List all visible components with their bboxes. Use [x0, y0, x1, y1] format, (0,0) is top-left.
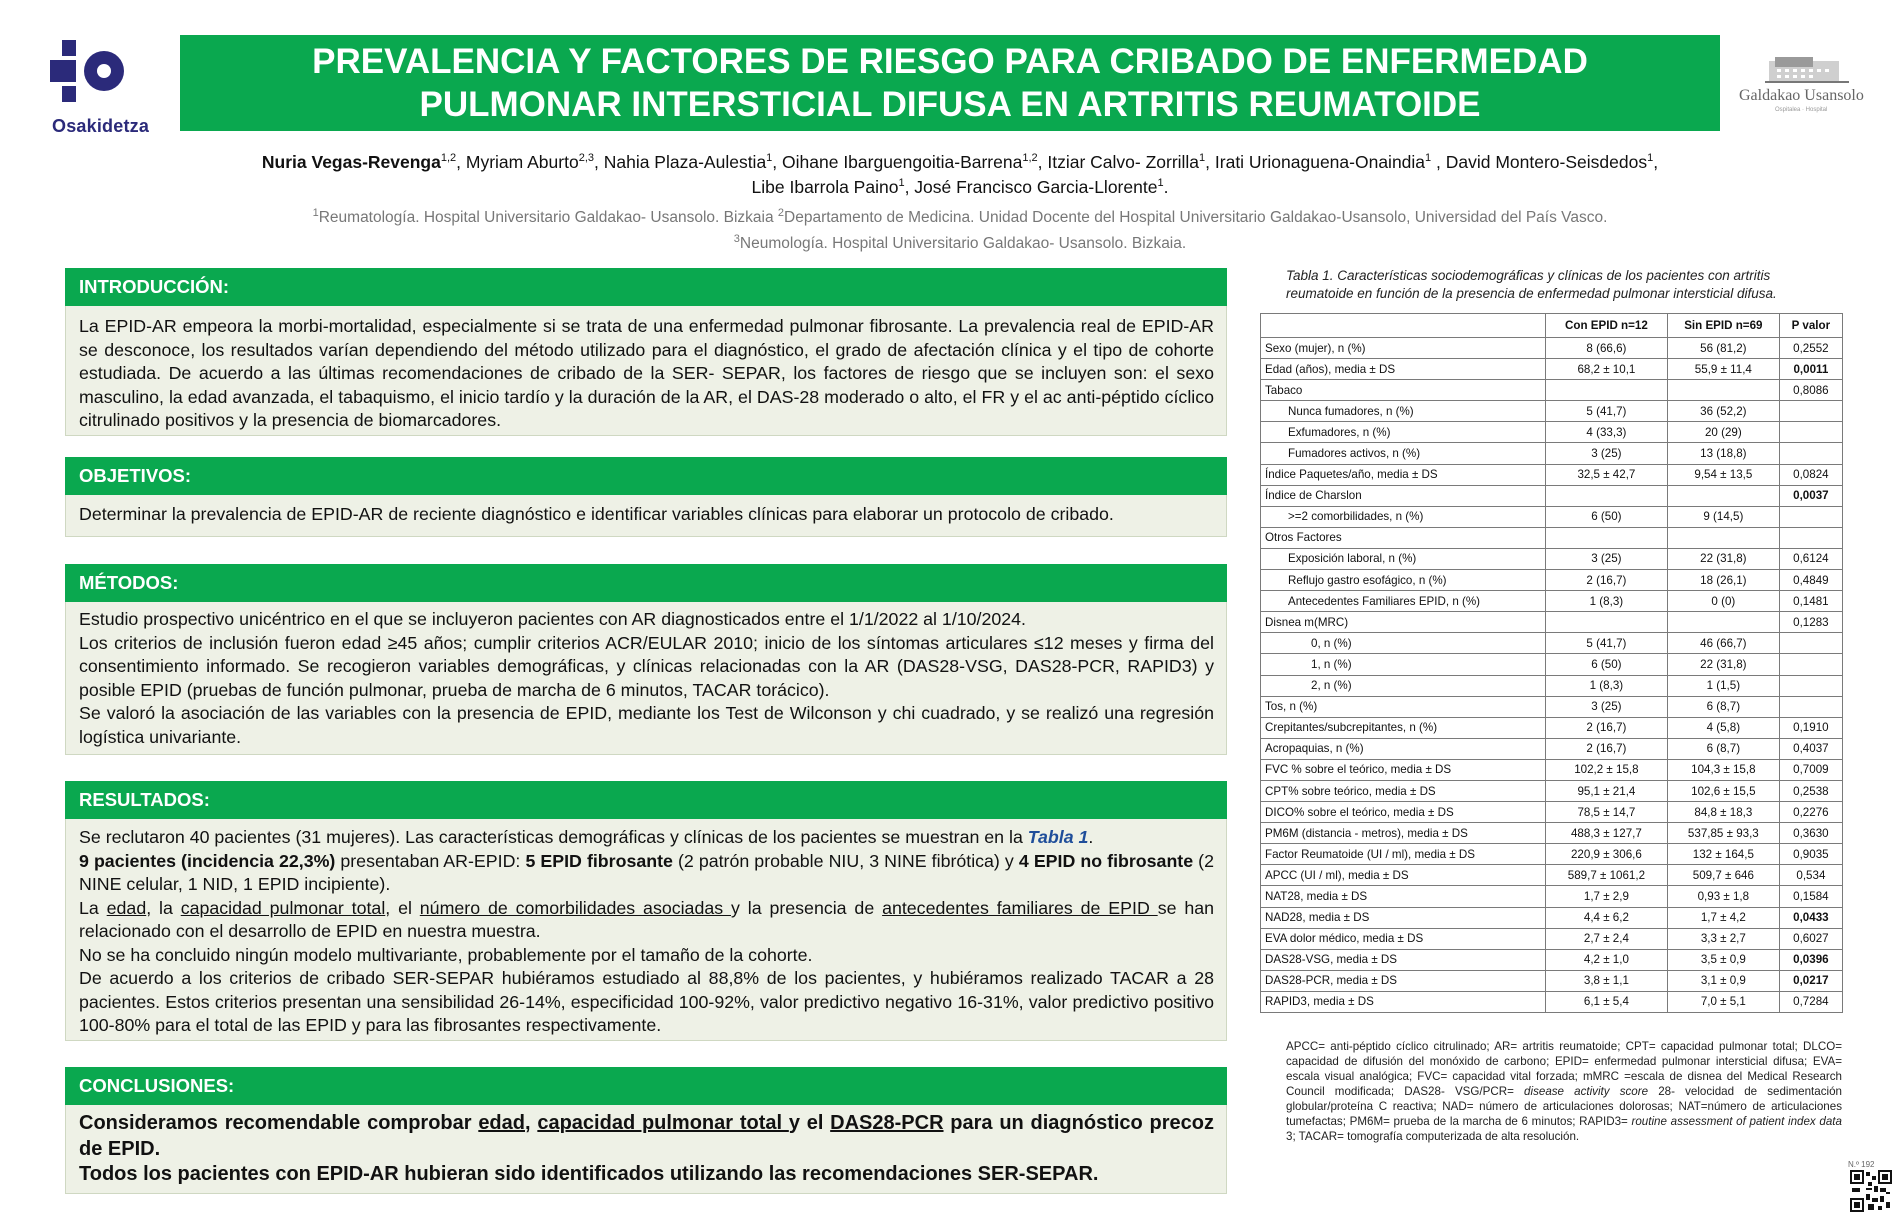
author-sup: 1 — [1647, 152, 1654, 165]
table-cell-label: CPT% sobre teórico, media ± DS — [1261, 780, 1546, 801]
table-cell-label: Edad (años), media ± DS — [1261, 359, 1546, 380]
abbrev-text: 28- velocidad de sedimentación globular/proteína C reactiva; NAD= número de articulaciones dolorosas; NAT=número de articulaciones tumefactas; PM6M= prueba de la marcha de 6 minutos; RAPID3= — [1286, 1085, 1842, 1128]
resultados-p2 — [79, 850, 1214, 897]
table-row — [1261, 338, 1843, 359]
tabla-1-link[interactable]: Tabla 1 — [1027, 827, 1089, 847]
conclusion-line-1 — [79, 1111, 1214, 1162]
table-row — [1261, 738, 1843, 759]
table-cell-label: Índice Paquetes/año, media ± DS — [1261, 464, 1546, 485]
table-cell-label: EVA dolor médico, media ± DS — [1261, 928, 1546, 949]
table-cell-sin-epid: 9 (14,5) — [1667, 506, 1779, 527]
table-cell-sin-epid: 0,93 ± 1,8 — [1667, 886, 1779, 907]
abbreviations-note — [1286, 1039, 1842, 1144]
table-cell-p-value — [1779, 633, 1842, 654]
table-cell-p-value: 0,3630 — [1779, 823, 1842, 844]
author-6: , Irati Urionaguena-Onaindia — [1205, 152, 1426, 172]
table-row — [1261, 401, 1843, 422]
table-cell-label: Factor Reumatoide (UI / ml), media ± DS — [1261, 844, 1546, 865]
table-cell-label: NAD28, media ± DS — [1261, 907, 1546, 928]
resultados-text: (2 patrón probable NIU, 3 NINE fibrótica) y — [672, 850, 1019, 871]
table-row — [1261, 675, 1843, 696]
resultados-p5: De acuerdo a los criterios de cribado SER-SEPAR hubiéramos estudiado al 88,8% de los pacientes, y hubiéramos realizado TACAR a 28 pacientes. Estos criterios presentan una sensibilidad 26-14%, especificidad 100-92%, valor predictivo negativo 16-31%, valor predictivo positivo 100-80% para el total de las EPID y para las fibrosantes respectivamente. — [79, 968, 1214, 1035]
table-cell-con-epid: 6,1 ± 5,4 — [1545, 991, 1667, 1012]
table-cell-sin-epid: 36 (52,2) — [1667, 401, 1779, 422]
table-cell-p-value — [1779, 422, 1842, 443]
abbrev-italic: routine assessment of patient index data — [1631, 1115, 1842, 1128]
affiliation-3: Neumología. Hospital Universitario Galdakao- Usansolo. Bizkaia. — [739, 235, 1187, 252]
table-cell-sin-epid: 6 (8,7) — [1667, 738, 1779, 759]
table-cell-sin-epid: 102,6 ± 15,5 — [1667, 780, 1779, 801]
table-cell-con-epid: 68,2 ± 10,1 — [1545, 359, 1667, 380]
resultados-p3 — [79, 897, 1214, 944]
metodos-heading: MÉTODOS: — [65, 564, 1227, 602]
author-5: , Itziar Calvo- Zorrilla — [1037, 152, 1200, 172]
table-cell-p-value: 0,534 — [1779, 865, 1842, 886]
table-cell-label: DAS28-PCR, media ± DS — [1261, 970, 1546, 991]
table-cell-p-value: 0,2552 — [1779, 338, 1842, 359]
table-cell-label: DICO% sobre el teórico, media ± DS — [1261, 802, 1546, 823]
author-sup: 1 — [898, 177, 905, 190]
table-cell-con-epid: 78,5 ± 14,7 — [1545, 802, 1667, 823]
conclusion-text: Consideramos recomendable comprobar — [79, 1112, 479, 1134]
table-row — [1261, 443, 1843, 464]
table-cell-p-value: 0,0433 — [1779, 907, 1842, 928]
resultados-underline: edad — [106, 897, 147, 918]
conclusion-underline: DAS28-PCR — [830, 1112, 944, 1134]
table-cell-sin-epid: 20 (29) — [1667, 422, 1779, 443]
table-cell-sin-epid — [1667, 380, 1779, 401]
table-cell-con-epid: 2,7 ± 2,4 — [1545, 928, 1667, 949]
table-cell-sin-epid: 13 (18,8) — [1667, 443, 1779, 464]
table-cell-sin-epid: 3,3 ± 2,7 — [1667, 928, 1779, 949]
table-row — [1261, 928, 1843, 949]
table-cell-sin-epid — [1667, 485, 1779, 506]
author-4: , Oihane Ibarguengoitia-Barrena — [772, 152, 1023, 172]
author-7: , David Montero-Seisdedos — [1431, 152, 1648, 172]
table-cell-p-value: 0,6124 — [1779, 548, 1842, 569]
table-cell-label: Índice de Charslon — [1261, 485, 1546, 506]
intro-heading: INTRODUCCIÓN: — [65, 268, 1227, 306]
conclusion-underline: capacidad pulmonar total — [537, 1112, 789, 1134]
table-cell-con-epid: 4 (33,3) — [1545, 422, 1667, 443]
table-cell-p-value: 0,4037 — [1779, 738, 1842, 759]
table-row — [1261, 464, 1843, 485]
author-1: Nuria Vegas-Revenga — [261, 152, 441, 172]
table-row — [1261, 823, 1843, 844]
table-cell-p-value — [1779, 506, 1842, 527]
affil-sup: 3 — [733, 232, 740, 245]
resultados-text: (2 NINE celular, 1 NID, 1 EPID incipiente). — [79, 850, 1214, 894]
author-sup: 1 — [1157, 177, 1164, 190]
table-cell-label: Exposición laboral, n (%) — [1261, 548, 1546, 569]
table-cell-label: Reflujo gastro esofágico, n (%) — [1261, 570, 1546, 591]
table-cell-con-epid — [1545, 380, 1667, 401]
table-header-cell — [1261, 314, 1546, 338]
conclusion-text: para un diagnóstico precoz de EPID. — [79, 1112, 1214, 1160]
table-cell-con-epid: 488,3 ± 127,7 — [1545, 823, 1667, 844]
table-row — [1261, 844, 1843, 865]
table-cell-con-epid: 2 (16,7) — [1545, 570, 1667, 591]
table-cell-con-epid: 3 (25) — [1545, 443, 1667, 464]
table-cell-p-value: 0,0011 — [1779, 359, 1842, 380]
author-list — [150, 150, 1770, 200]
resultados-text: , la — [146, 897, 181, 918]
affiliation-1: Reumatología. Hospital Universitario Galdakao- Usansolo. Bizkaia — [318, 209, 778, 226]
table-cell-sin-epid: 56 (81,2) — [1667, 338, 1779, 359]
table-row — [1261, 654, 1843, 675]
table-cell-label: >=2 comorbilidades, n (%) — [1261, 506, 1546, 527]
table-cell-sin-epid: 46 (66,7) — [1667, 633, 1779, 654]
table-cell-con-epid: 1,7 ± 2,9 — [1545, 886, 1667, 907]
resultados-underline: número de comorbilidades asociadas — [419, 897, 731, 918]
table-cell-sin-epid: 6 (8,7) — [1667, 696, 1779, 717]
qr-code-icon[interactable] — [1850, 1170, 1892, 1212]
table-cell-con-epid — [1545, 527, 1667, 548]
hospital-building-icon — [1765, 55, 1855, 87]
table-cell-con-epid: 102,2 ± 15,8 — [1545, 759, 1667, 780]
author-sup: 1,2 — [440, 152, 457, 165]
table-cell-sin-epid: 1,7 ± 4,2 — [1667, 907, 1779, 928]
metodos-p2: Los criterios de inclusión fueron edad ≥45 años; cumplir criterios ACR/EULAR 2010; inicio de los síntomas articulares ≤12 meses y firma del consentimiento informado. Se recogieron variables demográficas, y clínicas relacionadas con la AR (DAS28-VSG, DAS28-PCR, RAPID3) y posible EPID (pruebas de función pulmonar, prueba de marcha de 6 minutos, TACAR torácico). — [79, 632, 1214, 700]
resultados-bold: 4 EPID no fibrosante — [1018, 850, 1194, 871]
resultados-bold: 9 pacientes (incidencia 22,3%) — [79, 850, 336, 871]
galdakao-logo-text: Galdakao Usansolo — [1739, 87, 1864, 104]
affiliation-2: Departamento de Medicina. Unidad Docente del Hospital Universitario Galdakao-Usansolo, Universidad del País Vasco. — [784, 209, 1608, 226]
table-cell-sin-epid: 7,0 ± 5,1 — [1667, 991, 1779, 1012]
table-cell-con-epid: 32,5 ± 42,7 — [1545, 464, 1667, 485]
osakidetza-logo-text: Osakidetza — [52, 116, 150, 136]
table-cell-sin-epid: 509,7 ± 646 — [1667, 865, 1779, 886]
table-cell-sin-epid: 18 (26,1) — [1667, 570, 1779, 591]
resultados-text: Se reclutaron 40 pacientes (31 mujeres). Las características demográficas y clínicas de los pacientes se muestran en la — [79, 827, 1028, 847]
table-cell-con-epid: 4,4 ± 6,2 — [1545, 907, 1667, 928]
table-cell-con-epid: 4,2 ± 1,0 — [1545, 949, 1667, 970]
author-sup: 1 — [766, 152, 773, 165]
table-cell-sin-epid — [1667, 612, 1779, 633]
table-row — [1261, 633, 1843, 654]
table-cell-label: APCC (UI / ml), media ± DS — [1261, 865, 1546, 886]
conclusion-text: y el — [788, 1112, 831, 1134]
conclusiones-heading: CONCLUSIONES: — [65, 1067, 1227, 1105]
table-header-cell: Sin EPID n=69 — [1667, 314, 1779, 338]
table-cell-label: Fumadores activos, n (%) — [1261, 443, 1546, 464]
objetivos-text: Determinar la prevalencia de EPID-AR de reciente diagnóstico e identificar variables clínicas para elaborar un protocolo de cribado. — [79, 504, 1114, 524]
table-row — [1261, 949, 1843, 970]
table-cell-con-epid: 589,7 ± 1061,2 — [1545, 865, 1667, 886]
metodos-p1: Estudio prospectivo unicéntrico en el que se incluyeron pacientes con AR diagnosticados entre el 1/1/2022 al 1/10/2024. — [79, 609, 1026, 629]
table-cell-p-value — [1779, 443, 1842, 464]
abbrev-text: APCC= anti-péptido cíclico citrulinado; AR= artritis reumatoide; CPT= capacidad pulmonar total; DLCO= capacidad de difusión del monóxido de carbono; EPID= enfermedad pulmonar intersticial difusa; EVA= escala visual analógica; FVC= capacidad vital forzada; mMRC =escala de disnea del Medical Research Council modificada; DAS28- VSG/PCR= — [1286, 1040, 1842, 1098]
table-cell-label: DAS28-VSG, media ± DS — [1261, 949, 1546, 970]
table-cell-con-epid: 2 (16,7) — [1545, 717, 1667, 738]
table-cell-p-value: 0,1910 — [1779, 717, 1842, 738]
poster-number: N.º 192 — [1848, 1160, 1875, 1169]
resultados-underline: capacidad pulmonar total — [180, 897, 386, 918]
table-cell-p-value: 0,0217 — [1779, 970, 1842, 991]
table-row — [1261, 907, 1843, 928]
conclusion-line-2: Todos los pacientes con EPID-AR hubieran sido identificados utilizando las recomendaciones SER-SEPAR. — [79, 1163, 1099, 1185]
table-cell-con-epid: 1 (8,3) — [1545, 675, 1667, 696]
table-cell-label: Exfumadores, n (%) — [1261, 422, 1546, 443]
abbrev-text: 3; TACAR= tomografía computerizada de alta resolución. — [1286, 1130, 1580, 1143]
table-cell-con-epid: 2 (16,7) — [1545, 738, 1667, 759]
resultados-text: y la presencia de — [731, 897, 883, 918]
table-cell-p-value: 0,7009 — [1779, 759, 1842, 780]
resultados-heading: RESULTADOS: — [65, 781, 1227, 819]
table-row — [1261, 970, 1843, 991]
table-cell-sin-epid: 3,1 ± 0,9 — [1667, 970, 1779, 991]
table-cell-con-epid: 5 (41,7) — [1545, 633, 1667, 654]
table-cell-sin-epid: 22 (31,8) — [1667, 548, 1779, 569]
table-cell-label: 0, n (%) — [1261, 633, 1546, 654]
author-9: Libe Ibarrola Paino — [751, 177, 899, 197]
poster-title — [180, 35, 1720, 131]
conclusion-underline: edad — [478, 1112, 525, 1134]
affil-sup: 1 — [312, 206, 319, 219]
table-cell-con-epid: 220,9 ± 306,6 — [1545, 844, 1667, 865]
table-cell-sin-epid: 22 (31,8) — [1667, 654, 1779, 675]
table-cell-con-epid: 6 (50) — [1545, 654, 1667, 675]
table-cell-label: Antecedentes Familiares EPID, n (%) — [1261, 591, 1546, 612]
table-cell-label: Tabaco — [1261, 380, 1546, 401]
table-row — [1261, 359, 1843, 380]
table-body — [1261, 338, 1843, 1013]
table-cell-sin-epid: 104,3 ± 15,8 — [1667, 759, 1779, 780]
table-cell-con-epid: 95,1 ± 21,4 — [1545, 780, 1667, 801]
table-cell-label: PM6M (distancia - metros), media ± DS — [1261, 823, 1546, 844]
table-header-cell: P valor — [1779, 314, 1842, 338]
author-2: , Myriam Aburto — [456, 152, 579, 172]
resultados-p4: No se ha concluido ningún modelo multivariante, probablemente por el tamaño de la cohorte. — [79, 944, 813, 965]
table-cell-label: 2, n (%) — [1261, 675, 1546, 696]
author-sup: 2,3 — [578, 152, 594, 165]
table-cell-p-value: 0,9035 — [1779, 844, 1842, 865]
table-cell-con-epid: 3,8 ± 1,1 — [1545, 970, 1667, 991]
table-row — [1261, 759, 1843, 780]
table-cell-p-value — [1779, 654, 1842, 675]
table-cell-p-value: 0,1481 — [1779, 591, 1842, 612]
author-sep: , — [1653, 152, 1659, 172]
table-cell-sin-epid: 4 (5,8) — [1667, 717, 1779, 738]
abbrev-italic: disease activity score — [1524, 1085, 1649, 1098]
table-row — [1261, 591, 1843, 612]
characteristics-table — [1260, 313, 1843, 1013]
table-cell-con-epid: 5 (41,7) — [1545, 401, 1667, 422]
table-cell-label: 1, n (%) — [1261, 654, 1546, 675]
resultados-p1 — [79, 826, 1214, 850]
table-cell-p-value: 0,4849 — [1779, 570, 1842, 591]
affiliations — [150, 205, 1770, 257]
resultados-text: presentaban AR-EPID: — [335, 850, 526, 871]
resultados-panel — [65, 819, 1227, 1041]
affil-sup: 2 — [777, 206, 785, 219]
table-cell-label: Acropaquias, n (%) — [1261, 738, 1546, 759]
table-cell-p-value: 0,7284 — [1779, 991, 1842, 1012]
table-cell-sin-epid: 3,5 ± 0,9 — [1667, 949, 1779, 970]
objetivos-heading: OBJETIVOS: — [65, 457, 1227, 495]
table-row — [1261, 780, 1843, 801]
table-cell-p-value: 0,1283 — [1779, 612, 1842, 633]
table-cell-p-value: 0,2276 — [1779, 802, 1842, 823]
table-cell-sin-epid: 537,85 ± 93,3 — [1667, 823, 1779, 844]
table-cell-con-epid: 6 (50) — [1545, 506, 1667, 527]
table-cell-sin-epid: 0 (0) — [1667, 591, 1779, 612]
galdakao-logo — [1735, 55, 1885, 115]
osakidetza-logo — [40, 38, 170, 138]
resultados-underline: antecedentes familiares de EPID — [882, 897, 1158, 918]
table-row — [1261, 527, 1843, 548]
table-cell-label: NAT28, media ± DS — [1261, 886, 1546, 907]
table-cell-label: Otros Factores — [1261, 527, 1546, 548]
conclusiones-panel — [65, 1105, 1227, 1194]
table-cell-con-epid — [1545, 612, 1667, 633]
table-row — [1261, 570, 1843, 591]
author-3: , Nahia Plaza-Aulestia — [594, 152, 767, 172]
table-cell-p-value — [1779, 696, 1842, 717]
author-sup: 1 — [1425, 152, 1432, 165]
resultados-text: se han relacionado con el desarrollo de EPID en nuestra muestra. — [79, 897, 1215, 941]
table-caption: Tabla 1. Características sociodemográficas y clínicas de los pacientes con artritis reumatoide en función de la presencia de enfermedad pulmonar intersticial difusa. — [1286, 268, 1777, 301]
table-row — [1261, 696, 1843, 717]
table-cell-sin-epid — [1667, 527, 1779, 548]
table-cell-con-epid: 3 (25) — [1545, 548, 1667, 569]
table-cell-p-value: 0,2538 — [1779, 780, 1842, 801]
table-cell-sin-epid: 84,8 ± 18,3 — [1667, 802, 1779, 823]
intro-panel — [65, 306, 1227, 436]
table-cell-label: Tos, n (%) — [1261, 696, 1546, 717]
table-row — [1261, 865, 1843, 886]
table-cell-label: RAPID3, media ± DS — [1261, 991, 1546, 1012]
author-end: . — [1163, 177, 1169, 197]
table-cell-p-value: 0,1584 — [1779, 886, 1842, 907]
table-cell-p-value: 0,0396 — [1779, 949, 1842, 970]
resultados-text: La — [79, 897, 107, 918]
table-cell-sin-epid: 9,54 ± 13,5 — [1667, 464, 1779, 485]
table-header-row — [1261, 314, 1843, 338]
table-row — [1261, 506, 1843, 527]
table-cell-p-value: 0,0824 — [1779, 464, 1842, 485]
table-row — [1261, 991, 1843, 1012]
galdakao-logo-subtext: Ospitalea · Hospital — [1775, 107, 1828, 113]
table-cell-con-epid: 3 (25) — [1545, 696, 1667, 717]
objetivos-panel — [65, 495, 1227, 537]
table-row — [1261, 380, 1843, 401]
author-10: , José Francisco Garcia-Llorente — [904, 177, 1158, 197]
table-row — [1261, 886, 1843, 907]
table-cell-p-value: 0,8086 — [1779, 380, 1842, 401]
table-cell-p-value — [1779, 675, 1842, 696]
table-row — [1261, 548, 1843, 569]
resultados-bold: 5 EPID fibrosante — [525, 850, 673, 871]
resultados-text: . — [1088, 827, 1094, 847]
title-line-2: PULMONAR INTERSTICIAL DIFUSA EN ARTRITIS REUMATOIDE — [419, 85, 1481, 124]
osakidetza-logo-icon — [40, 38, 150, 116]
conclusion-text: , — [525, 1112, 538, 1134]
author-sup: 1,2 — [1022, 152, 1038, 165]
table-cell-label: FVC % sobre el teórico, media ± DS — [1261, 759, 1546, 780]
intro-text: La EPID-AR empeora la morbi-mortalidad, especialmente si se trata de una enfermedad pulmonar fibrosante. La prevalencia real de EPID-AR se desconoce, los resultados varían dependiendo del método utilizado para el diagnóstico, el grado de afectación clínica y el tipo de cohorte estudiada. De acuerdo a las últimas recomendaciones de cribado de la SER- SEPAR, los factores de riesgo que se incluyen son: el sexo masculino, la edad avanzada, el tabaquismo, el inicio tardío y la duración de la AR, el DAS-28 moderado o alto, el FR y el ac anti-péptido cíclico citrulinado positivos y la presencia de biomarcadores. — [79, 316, 1214, 430]
table-cell-p-value: 0,0037 — [1779, 485, 1842, 506]
table-cell-con-epid — [1545, 485, 1667, 506]
table-cell-p-value — [1779, 527, 1842, 548]
table-row — [1261, 612, 1843, 633]
table-row — [1261, 485, 1843, 506]
author-sup: 1 — [1199, 152, 1206, 165]
table-row — [1261, 802, 1843, 823]
table-cell-label: Disnea m(MRC) — [1261, 612, 1546, 633]
table-cell-p-value: 0,6027 — [1779, 928, 1842, 949]
resultados-text: , el — [385, 897, 420, 918]
table-cell-sin-epid: 1 (1,5) — [1667, 675, 1779, 696]
table-cell-label: Crepitantes/subcrepitantes, n (%) — [1261, 717, 1546, 738]
table-row — [1261, 422, 1843, 443]
table-cell-label: Sexo (mujer), n (%) — [1261, 338, 1546, 359]
table-cell-con-epid: 1 (8,3) — [1545, 591, 1667, 612]
table-cell-con-epid: 8 (66,6) — [1545, 338, 1667, 359]
table-cell-p-value — [1779, 401, 1842, 422]
table-row — [1261, 717, 1843, 738]
metodos-panel — [65, 602, 1227, 755]
table-cell-label: Nunca fumadores, n (%) — [1261, 401, 1546, 422]
table-header-cell: Con EPID n=12 — [1545, 314, 1667, 338]
metodos-p3: Se valoró la asociación de las variables con la presencia de EPID, mediante los Test de Wilconson y chi cuadrado, y se realizó una regresión logística univariante. — [79, 703, 1214, 747]
title-line-1: PREVALENCIA Y FACTORES DE RIESGO PARA CRIBADO DE ENFERMEDAD — [312, 42, 1588, 81]
table-cell-sin-epid: 132 ± 164,5 — [1667, 844, 1779, 865]
table-cell-sin-epid: 55,9 ± 11,4 — [1667, 359, 1779, 380]
